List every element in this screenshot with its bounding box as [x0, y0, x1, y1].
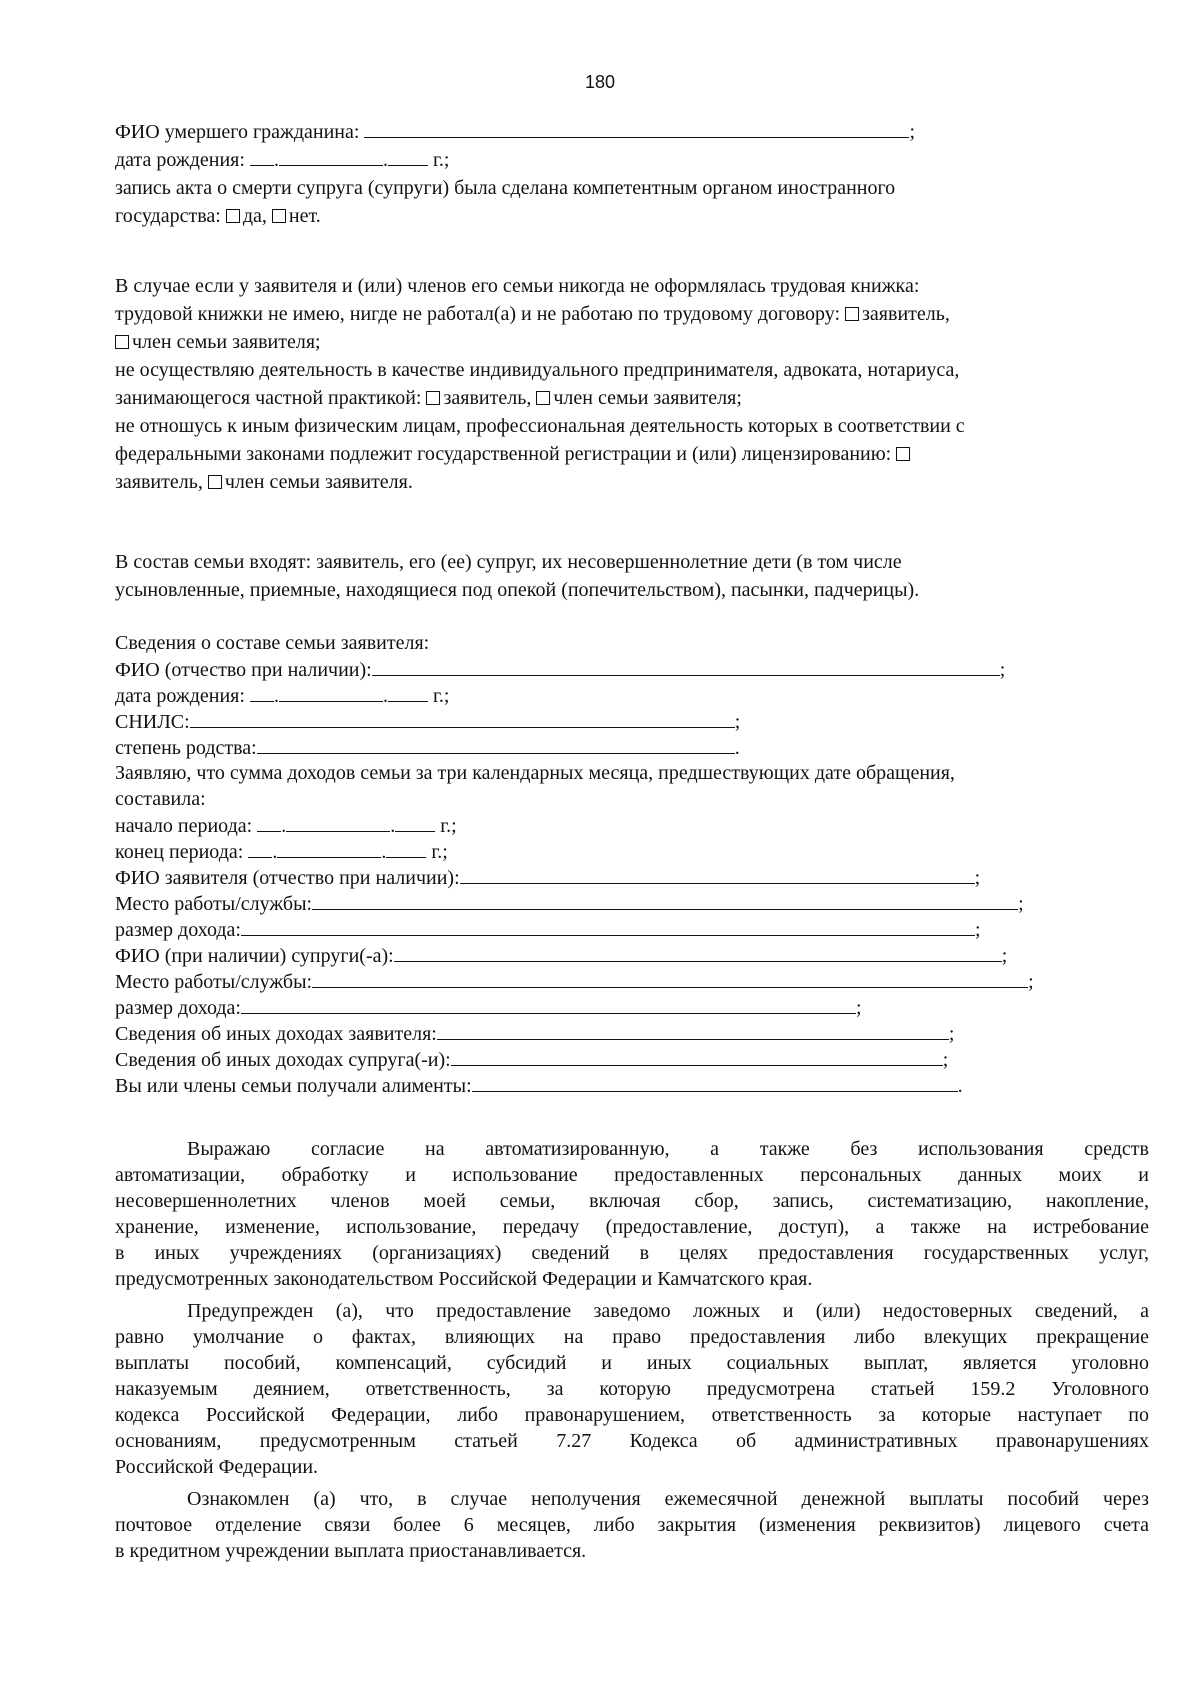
amount-2-line: [115, 994, 1149, 1020]
amount-2-field[interactable]: [241, 994, 856, 1014]
death-record-label: государства:: [115, 205, 221, 227]
checkbox-no-license-applicant[interactable]: [896, 447, 910, 461]
date-separator: .: [272, 841, 278, 863]
deceased-fio-line: [115, 118, 1149, 146]
income-declare-line-2: составила:: [115, 788, 206, 810]
amount-1-label: размер дохода:: [115, 919, 241, 941]
member-dob-year-suffix: г.;: [432, 685, 450, 707]
option-applicant-label: заявитель,: [862, 303, 950, 325]
deceased-fio-end: ;: [909, 121, 915, 143]
workbook-line-5: [115, 384, 1149, 412]
checkbox-no[interactable]: [272, 209, 286, 223]
workplace-2-label: Место работы/службы:: [115, 971, 313, 993]
period-start-month-field[interactable]: [286, 812, 390, 832]
date-separator: .: [281, 815, 287, 837]
checkbox-yes[interactable]: [226, 209, 240, 223]
family-section: [115, 548, 1149, 604]
period-start-day-field[interactable]: [257, 812, 281, 832]
checkbox-no-practice-applicant[interactable]: [426, 391, 440, 405]
other-income-spouse-field[interactable]: [451, 1046, 943, 1066]
line-end: ;: [1001, 945, 1008, 967]
checkbox-no-practice-family[interactable]: [536, 391, 550, 405]
option-family-member-label: член семьи заявителя.: [224, 471, 413, 493]
notice-line-3: в кредитном учреждении выплата приостанавливается.: [115, 1540, 587, 1562]
page-number: 180: [584, 72, 616, 92]
line-end: ;: [999, 659, 1006, 681]
member-fio-field[interactable]: [372, 656, 1000, 676]
workbook-line-8: [115, 468, 1149, 496]
death-record-line-1: запись акта о смерти супруга (супруги) была сделана компетентным органом иностранного: [115, 177, 896, 199]
deceased-fio-field[interactable]: [364, 118, 909, 138]
member-snils-label: СНИЛС:: [115, 711, 190, 733]
period-start-label: начало периода:: [115, 815, 253, 837]
applicant-fio-label: ФИО заявителя (отчество при наличии):: [115, 867, 460, 889]
alimony-field[interactable]: [472, 1072, 958, 1092]
checkbox-no-workbook-family[interactable]: [115, 335, 129, 349]
line-end: ;: [734, 711, 741, 733]
option-family-member-label: член семьи заявителя;: [132, 331, 321, 353]
date-separator: .: [390, 815, 396, 837]
income-declare-line-1: Заявляю, что сумма доходов семьи за три календарных месяца, предшествующих дате обращения,: [115, 762, 955, 784]
member-snils-line: [115, 708, 1149, 734]
family-line-1: В состав семьи входят: заявитель, его (ее) супруг, их несовершеннолетние дети (в том числе: [115, 551, 902, 573]
warning-paragraph: [115, 1298, 1149, 1480]
consent-paragraph: [115, 1136, 1149, 1292]
line-end: .: [957, 1075, 963, 1097]
spouse-fio-line: [115, 942, 1149, 968]
period-end-day-field[interactable]: [248, 838, 272, 858]
line-end: ;: [942, 1049, 949, 1071]
option-applicant-label: заявитель,: [115, 471, 203, 493]
member-dob-line: [115, 682, 1149, 708]
workplace-1-line: [115, 890, 1149, 916]
warning-line-2: равно умолчание о фактах, влияющих на право предоставления либо влекущих прекращение: [115, 1326, 1149, 1348]
alimony-label: Вы или члены семьи получали алименты:: [115, 1075, 472, 1097]
workbook-line-5-text: занимающегося частной практикой:: [115, 387, 422, 409]
workbook-line-1: В случае если у заявителя и (или) членов его семьи никогда не оформлялась трудовая книжка:: [115, 275, 920, 297]
workbook-line-7-text: федеральными законами подлежит государственной регистрации и (или) лицензированию:: [115, 443, 892, 465]
amount-1-line: [115, 916, 1149, 942]
period-end-month-field[interactable]: [277, 838, 381, 858]
consent-line-3: несовершеннолетних членов моей семьи, включая сбор, запись, систематизацию, накопление,: [115, 1190, 1149, 1212]
line-end: ;: [948, 1023, 955, 1045]
family-line-2: усыновленные, приемные, находящиеся под опекой (попечительством), пасынки, падчерицы).: [115, 579, 920, 601]
option-applicant-label: заявитель,: [443, 387, 532, 409]
checkbox-no-license-family[interactable]: [208, 475, 222, 489]
workbook-section: [115, 272, 1149, 496]
deceased-dob-month-field[interactable]: [279, 146, 383, 166]
period-end-year-field[interactable]: [386, 838, 426, 858]
warning-line-5: кодекса Российской Федерации, либо правонарушением, ответственность за которые наступает по: [115, 1404, 1149, 1426]
date-separator: .: [382, 149, 388, 171]
applicant-fio-line: [115, 864, 1149, 890]
workbook-line-2: [115, 300, 1149, 328]
deceased-dob-label: дата рождения:: [115, 149, 245, 171]
deceased-fio-label: ФИО умершего гражданина:: [115, 121, 360, 143]
date-separator: .: [381, 841, 387, 863]
amount-2-label: размер дохода:: [115, 997, 241, 1019]
member-fio-label: ФИО (отчество при наличии):: [115, 659, 372, 681]
deceased-dob-year-suffix: г.;: [432, 149, 450, 171]
member-fio-line: [115, 656, 1149, 682]
other-income-applicant-field[interactable]: [437, 1020, 949, 1040]
member-dob-label: дата рождения:: [115, 685, 245, 707]
period-end-line: [115, 838, 1149, 864]
line-end: ;: [974, 867, 981, 889]
warning-line-7: Российской Федерации.: [115, 1456, 319, 1478]
consent-line-1: Выражаю согласие на автоматизированную, а также без использования средств: [187, 1138, 1149, 1160]
deceased-dob-day-field[interactable]: [250, 146, 274, 166]
date-separator: .: [273, 149, 279, 171]
amount-1-field[interactable]: [241, 916, 975, 936]
death-record-line-2: [115, 202, 1149, 230]
other-income-spouse-line: [115, 1046, 1149, 1072]
spouse-fio-label: ФИО (при наличии) супруги(-а):: [115, 945, 394, 967]
date-separator: .: [382, 685, 388, 707]
workbook-line-3: [115, 328, 1149, 356]
line-end: ;: [974, 919, 981, 941]
member-kinship-label: степень родства:: [115, 737, 257, 759]
warning-line-6: основаниям, предусмотренным статьей 7.27 Кодекса об административных правонарушениях: [115, 1430, 1149, 1452]
workplace-2-field[interactable]: [312, 968, 1028, 988]
deceased-section: [115, 118, 1149, 230]
checkbox-no-workbook-applicant[interactable]: [845, 307, 859, 321]
member-snils-field[interactable]: [190, 708, 735, 728]
warning-line-1: Предупрежден (а), что предоставление заведомо ложных и (или) недостоверных сведений, а: [187, 1300, 1149, 1322]
workbook-line-2-text: трудовой книжки не имею, нигде не работал(а) и не работаю по трудовому договору:: [115, 303, 841, 325]
composition-header: Сведения о составе семьи заявителя:: [115, 632, 430, 654]
other-income-applicant-line: [115, 1020, 1149, 1046]
workbook-line-6: не отношусь к иным физическим лицам, профессиональная деятельность которых в соответствии с: [115, 415, 965, 437]
line-end: .: [734, 737, 740, 759]
period-start-year-suffix: г.;: [440, 815, 457, 837]
consent-line-5: в иных учреждениях (организациях) сведений в целях предоставления государственных услуг,: [115, 1242, 1149, 1264]
member-kinship-line: [115, 734, 1149, 760]
composition-section: [115, 630, 1149, 1098]
member-kinship-field[interactable]: [257, 734, 735, 754]
line-end: ;: [855, 997, 862, 1019]
deceased-dob-year-field[interactable]: [388, 146, 428, 166]
workplace-1-field[interactable]: [312, 890, 1018, 910]
spouse-fio-field[interactable]: [394, 942, 1002, 962]
notice-paragraph: [115, 1486, 1149, 1564]
workplace-2-line: [115, 968, 1149, 994]
member-dob-year-field[interactable]: [388, 682, 428, 702]
period-end-year-suffix: г.;: [431, 841, 448, 863]
warning-line-4: наказуемым деянием, ответственность, за которую предусмотрена статьей 159.2 Уголовного: [115, 1378, 1149, 1400]
consent-line-4: хранение, изменение, использование, передачу (предоставление, доступ), а также на истребование: [115, 1216, 1149, 1238]
period-end-label: конец периода:: [115, 841, 244, 863]
workbook-line-7: [115, 440, 1149, 468]
other-income-applicant-label: Сведения об иных доходах заявителя:: [115, 1023, 437, 1045]
line-end: ;: [1028, 971, 1034, 993]
option-family-member-label: член семьи заявителя;: [553, 387, 742, 409]
option-no-label: нет.: [288, 205, 321, 227]
member-dob-month-field[interactable]: [279, 682, 383, 702]
date-separator: .: [273, 685, 279, 707]
workbook-line-4: не осуществляю деятельность в качестве индивидуального предпринимателя, адвоката, нотариуса,: [115, 359, 960, 381]
period-start-line: [115, 812, 1149, 838]
consent-line-2: автоматизации, обработку и использование предоставленных персональных данных моих и: [115, 1164, 1149, 1186]
notice-line-1: Ознакомлен (а) что, в случае неполучения ежемесячной денежной выплаты пособий через: [187, 1488, 1149, 1510]
alimony-line: [115, 1072, 1149, 1098]
warning-line-3: выплаты пособий, компенсаций, субсидий и иных социальных выплат, является уголовно: [115, 1352, 1149, 1374]
option-yes-label: да,: [242, 205, 267, 227]
consent-line-6: предусмотренных законодательством Российской Федерации и Камчатского края.: [115, 1268, 813, 1290]
applicant-fio-field[interactable]: [460, 864, 975, 884]
line-end: ;: [1018, 893, 1024, 915]
workplace-1-label: Место работы/службы:: [115, 893, 313, 915]
notice-line-2: почтовое отделение связи более 6 месяцев, либо закрытия (изменения реквизитов) лицевого счета: [115, 1514, 1149, 1536]
deceased-dob-line: [115, 146, 1149, 174]
other-income-spouse-label: Сведения об иных доходах супруга(-и):: [115, 1049, 451, 1071]
period-start-year-field[interactable]: [395, 812, 435, 832]
member-dob-day-field[interactable]: [250, 682, 274, 702]
